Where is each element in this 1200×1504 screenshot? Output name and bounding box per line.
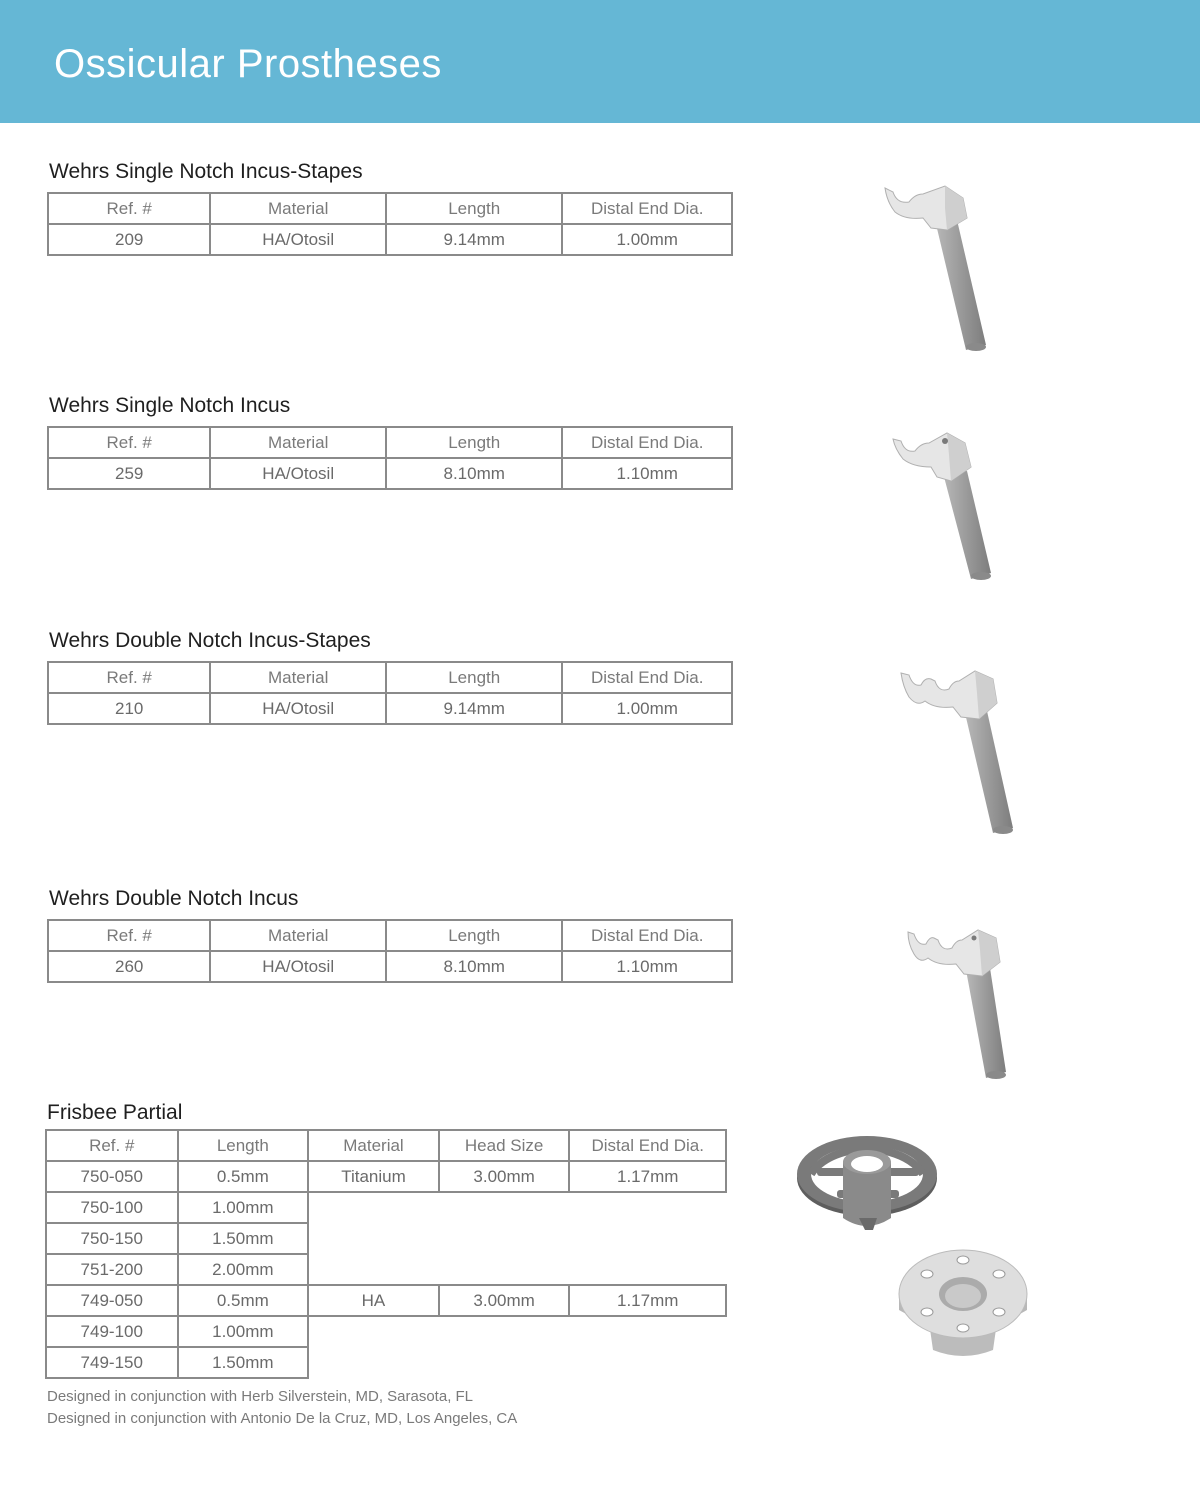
- column-header: Ref. #: [48, 427, 210, 458]
- column-header: Distal End Dia.: [562, 920, 732, 951]
- column-header: Length: [386, 193, 562, 224]
- column-header: Distal End Dia.: [562, 193, 732, 224]
- column-header: Distal End Dia.: [562, 427, 732, 458]
- table-cell: 259: [48, 458, 210, 489]
- footnote: Designed in conjunction with Antonio De la Cruz, MD, Los Angeles, CA: [47, 1410, 518, 1427]
- column-header: Length: [178, 1130, 309, 1161]
- table-row: [48, 224, 732, 255]
- column-header: Distal End Dia.: [569, 1130, 726, 1161]
- empty-cell: [308, 1316, 726, 1347]
- titanium-frisbee-prosthesis-icon: [795, 1128, 940, 1238]
- spec-table: [47, 426, 733, 490]
- table-cell: 749-100: [46, 1316, 178, 1347]
- table-cell: 3.00mm: [439, 1161, 570, 1192]
- table-cell: 750-050: [46, 1161, 178, 1192]
- table-cell: 209: [48, 224, 210, 255]
- empty-cell: [308, 1347, 726, 1378]
- table-row: [48, 951, 732, 982]
- table-header-row: [48, 920, 732, 951]
- column-header: Ref. #: [48, 662, 210, 693]
- table-cell: 3.00mm: [439, 1285, 570, 1316]
- table-cell: 751-200: [46, 1254, 178, 1285]
- table-cell: 260: [48, 951, 210, 982]
- table-cell: 750-150: [46, 1223, 178, 1254]
- table-cell: 1.17mm: [569, 1285, 726, 1316]
- table-cell: 1.00mm: [562, 693, 732, 724]
- table-row: [46, 1192, 726, 1223]
- product-title: Wehrs Single Notch Incus: [49, 394, 291, 417]
- page-title: Ossicular Prostheses: [54, 42, 442, 86]
- table-cell: 9.14mm: [386, 224, 562, 255]
- table-cell: 0.5mm: [178, 1285, 309, 1316]
- column-header: Ref. #: [48, 193, 210, 224]
- table-row: [46, 1161, 726, 1192]
- ha-frisbee-prosthesis-icon: [893, 1240, 1033, 1362]
- table-cell: 0.5mm: [178, 1161, 309, 1192]
- spec-table: [47, 919, 733, 983]
- column-header: Material: [210, 662, 386, 693]
- double-notch-incus-stapes-prosthesis-icon: [895, 663, 1020, 838]
- table-row: [46, 1285, 726, 1316]
- single-notch-incus-prosthesis-icon: [885, 425, 995, 585]
- table-cell: 2.00mm: [178, 1254, 309, 1285]
- table-cell: 1.50mm: [178, 1223, 309, 1254]
- table-header-row: [48, 427, 732, 458]
- table-cell: 749-150: [46, 1347, 178, 1378]
- table-row: [48, 458, 732, 489]
- table-cell: 1.00mm: [178, 1192, 309, 1223]
- table-row: [46, 1347, 726, 1378]
- column-header: Material: [210, 427, 386, 458]
- column-header: Length: [386, 662, 562, 693]
- table-cell: 8.10mm: [386, 951, 562, 982]
- table-cell: 749-050: [46, 1285, 178, 1316]
- product-title: Frisbee Partial: [47, 1101, 183, 1124]
- table-cell: 1.50mm: [178, 1347, 309, 1378]
- spec-table: [47, 661, 733, 725]
- column-header: Material: [210, 920, 386, 951]
- column-header: Material: [308, 1130, 439, 1161]
- table-cell: 1.00mm: [178, 1316, 309, 1347]
- table-cell: 8.10mm: [386, 458, 562, 489]
- column-header: Length: [386, 427, 562, 458]
- column-header: Length: [386, 920, 562, 951]
- table-cell: 9.14mm: [386, 693, 562, 724]
- table-cell: HA/Otosil: [210, 224, 386, 255]
- product-title: Wehrs Double Notch Incus: [49, 887, 299, 910]
- table-cell: HA: [308, 1285, 439, 1316]
- table-cell: 1.10mm: [562, 458, 732, 489]
- table-row: [46, 1316, 726, 1347]
- double-notch-incus-prosthesis-icon: [900, 920, 1012, 1082]
- empty-cell: [308, 1192, 726, 1223]
- table-cell: 1.17mm: [569, 1161, 726, 1192]
- empty-cell: [308, 1254, 726, 1285]
- table-cell: 1.10mm: [562, 951, 732, 982]
- table-header-row: [46, 1130, 726, 1161]
- column-header: Distal End Dia.: [562, 662, 732, 693]
- table-header-row: [48, 193, 732, 224]
- table-row: [46, 1254, 726, 1285]
- table-cell: HA/Otosil: [210, 951, 386, 982]
- column-header: Material: [210, 193, 386, 224]
- column-header: Ref. #: [46, 1130, 178, 1161]
- header-bar: [0, 0, 1200, 123]
- table-row: [48, 693, 732, 724]
- product-title: Wehrs Single Notch Incus-Stapes: [49, 160, 363, 183]
- footnote: Designed in conjunction with Herb Silverstein, MD, Sarasota, FL: [47, 1388, 474, 1405]
- table-cell: Titanium: [308, 1161, 439, 1192]
- table-header-row: [48, 662, 732, 693]
- column-header: Ref. #: [48, 920, 210, 951]
- table-row: [46, 1223, 726, 1254]
- empty-cell: [308, 1223, 726, 1254]
- table-cell: 210: [48, 693, 210, 724]
- table-cell: HA/Otosil: [210, 693, 386, 724]
- product-title: Wehrs Double Notch Incus-Stapes: [49, 629, 371, 652]
- spec-table: [47, 192, 733, 256]
- table-cell: HA/Otosil: [210, 458, 386, 489]
- single-notch-incus-stapes-prosthesis-icon: [875, 180, 995, 355]
- column-header: Head Size: [439, 1130, 570, 1161]
- frisbee-spec-table: [45, 1129, 727, 1379]
- table-cell: 1.00mm: [562, 224, 732, 255]
- table-cell: 750-100: [46, 1192, 178, 1223]
